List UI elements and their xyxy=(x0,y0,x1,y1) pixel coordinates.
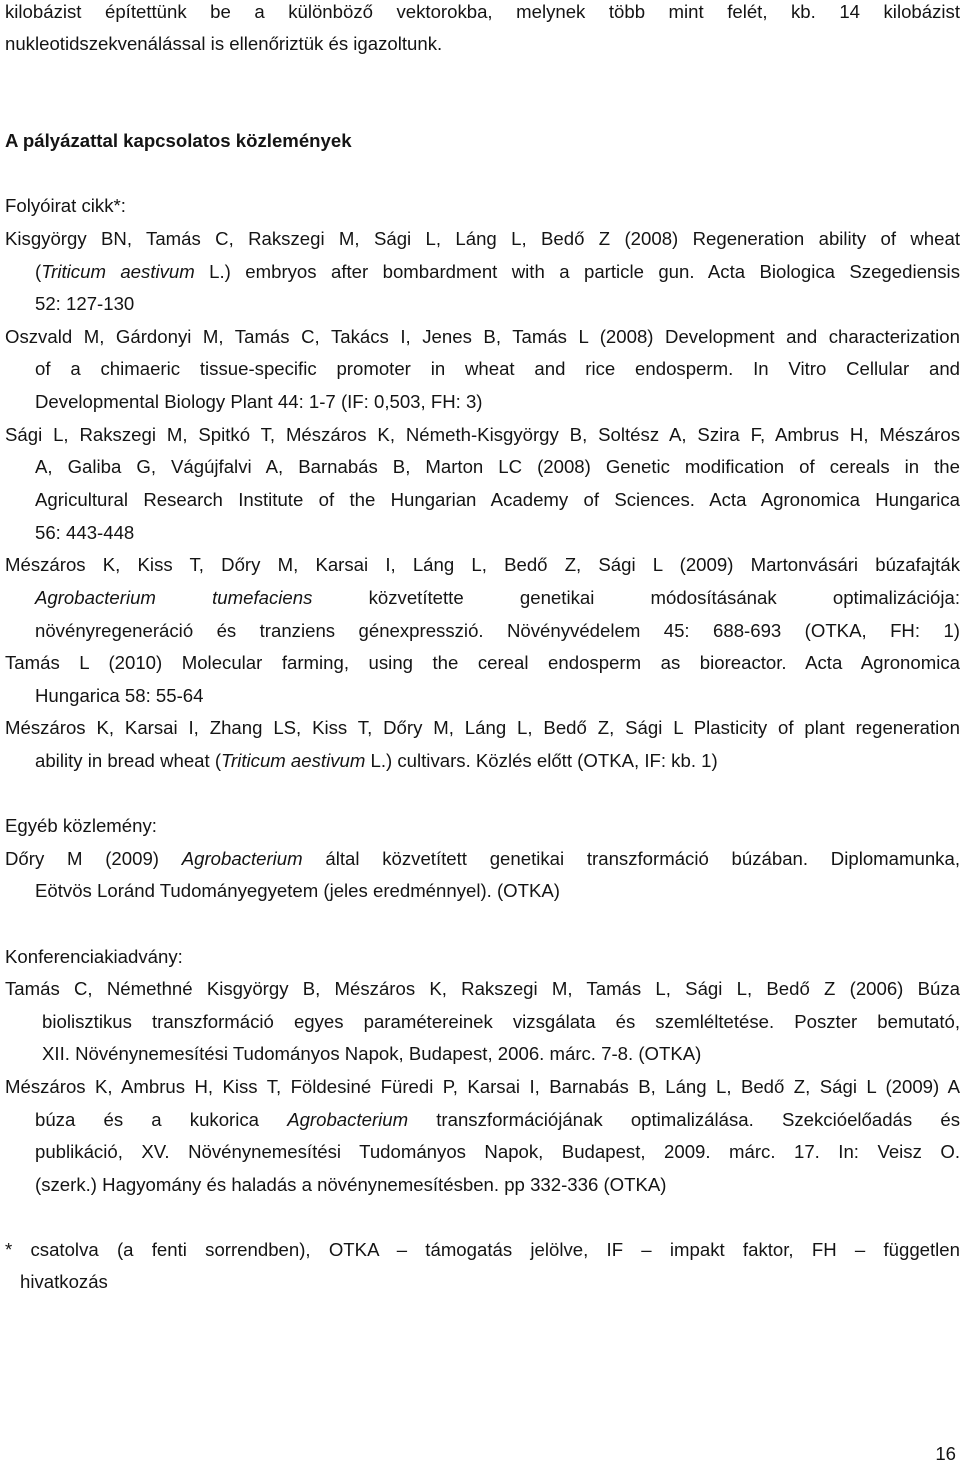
species-italic: Triticum aestivum xyxy=(41,261,195,282)
journal-entry-3-line-2: A, Galiba G, Vágújfalvi A, Barnabás B, Marton LC (2008) Genetic modification of cereals in the xyxy=(35,456,960,477)
other-heading: Egyéb közlemény: xyxy=(5,815,157,836)
journal-entry-5-line-1: Tamás L (2010) Molecular farming, using the cereal endosperm as bioreactor. Acta Agronomica xyxy=(5,652,960,673)
journal-entry-6-line-2: ability in bread wheat (Triticum aestivum L.) cultivars. Közlés előtt (OTKA, IF: kb. 1) xyxy=(35,750,718,771)
page-number: 16 xyxy=(935,1443,956,1464)
intro-line-2: nukleotidszekvenálással is ellenőriztük és igazoltunk. xyxy=(5,33,443,54)
journal-entry-2-line-3: Developmental Biology Plant 44: 1-7 (IF: 0,503, FH: 3) xyxy=(35,391,483,412)
journal-entry-2-line-2: of a chimaeric tissue-specific promoter in wheat and rice endosperm. In Vitro Cellular and xyxy=(35,358,960,379)
journal-entry-1-line-1: Kisgyörgy BN, Tamás C, Rakszegi M, Sági L, Láng L, Bedő Z (2008) Regeneration ability of wheat xyxy=(5,228,960,249)
species-italic: Agrobacterium tumefaciens xyxy=(35,587,313,608)
journal-entry-6-line-1: Mészáros K, Karsai I, Zhang LS, Kiss T, Dőry M, Láng L, Bedő Z, Sági L Plasticity of plant regeneration xyxy=(5,717,960,738)
conf-entry-1-line-3: XII. Növénynemesítési Tudományos Napok, Budapest, 2006. márc. 7-8. (OTKA) xyxy=(42,1043,702,1064)
journal-entry-5-line-2: Hungarica 58: 55-64 xyxy=(35,685,204,706)
journal-entry-4-line-2: Agrobacterium tumefaciens közvetítette genetikai módosításának optimalizációja: xyxy=(35,587,960,608)
conf-entry-2-line-1: Mészáros K, Ambrus H, Kiss T, Földesiné Füredi P, Karsai I, Barnabás B, Láng L, Bedő Z, Sági L (2009) A xyxy=(5,1076,960,1097)
species-italic: Agrobacterium xyxy=(287,1109,409,1130)
conf-entry-1-line-2: biolisztikus transzformáció egyes paramétereinek vizsgálata és szemléltetése. Poszter bemutató, xyxy=(42,1011,960,1032)
other-entry-1-line-1: Dőry M (2009) Agrobacterium által közvetített genetikai transzformáció búzában. Diplomamunka, xyxy=(5,848,960,869)
conf-entry-1-line-1: Tamás C, Némethné Kisgyörgy B, Mészáros K, Rakszegi M, Tamás L, Sági L, Bedő Z (2006) Búza xyxy=(5,978,960,999)
species-italic: Triticum aestivum xyxy=(221,750,366,771)
journal-entry-1-line-3: 52: 127-130 xyxy=(35,293,135,314)
section-title: A pályázattal kapcsolatos közlemények xyxy=(5,130,352,151)
journal-entry-1-line-2: (Triticum aestivum L.) embryos after bombardment with a particle gun. Acta Biologica Szegediensis xyxy=(35,261,960,282)
conf-heading: Konferenciakiadvány: xyxy=(5,946,183,967)
journal-heading: Folyóirat cikk*: xyxy=(5,195,126,216)
footnote-line-2: hivatkozás xyxy=(20,1271,108,1292)
other-entry-1-line-2: Eötvös Loránd Tudományegyetem (jeles eredménnyel). (OTKA) xyxy=(35,880,561,901)
conf-entry-2-line-2: búza és a kukorica Agrobacterium transzformációjának optimalizálása. Szekcióelőadás és xyxy=(35,1109,960,1130)
journal-entry-4-line-3: növényregeneráció és tranziens génexpresszió. Növényvédelem 45: 688-693 (OTKA, FH: 1) xyxy=(35,620,960,641)
conf-entry-2-line-4: (szerk.) Hagyomány és haladás a növénynemesítésben. pp 332-336 (OTKA) xyxy=(35,1174,667,1195)
journal-entry-4-line-1: Mészáros K, Kiss T, Dőry M, Karsai I, Láng L, Bedő Z, Sági L (2009) Martonvásári búzafajták xyxy=(5,554,960,575)
journal-entry-2-line-1: Oszvald M, Gárdonyi M, Tamás C, Takács I, Jenes B, Tamás L (2008) Development and characterization xyxy=(5,326,960,347)
journal-entry-3-line-4: 56: 443-448 xyxy=(35,522,135,543)
intro-line-1: kilobázist építettünk be a különböző vektorokba, melynek több mint felét, kb. 14 kilobázist xyxy=(5,1,960,22)
journal-entry-3-line-1: Sági L, Rakszegi M, Spitkó T, Mészáros K, Németh-Kisgyörgy B, Soltész A, Szira F, Ambrus H, Mészáros xyxy=(5,424,960,445)
conf-entry-2-line-3: publikáció, XV. Növénynemesítési Tudományos Napok, Budapest, 2009. márc. 17. In: Veisz O. xyxy=(35,1141,960,1162)
species-italic: Agrobacterium xyxy=(181,848,303,869)
journal-entry-3-line-3: Agricultural Research Institute of the Hungarian Academy of Sciences. Acta Agronomica Hungarica xyxy=(35,489,960,510)
footnote-line-1: * csatolva (a fenti sorrendben), OTKA – támogatás jelölve, IF – impakt faktor, FH – független xyxy=(5,1239,960,1260)
